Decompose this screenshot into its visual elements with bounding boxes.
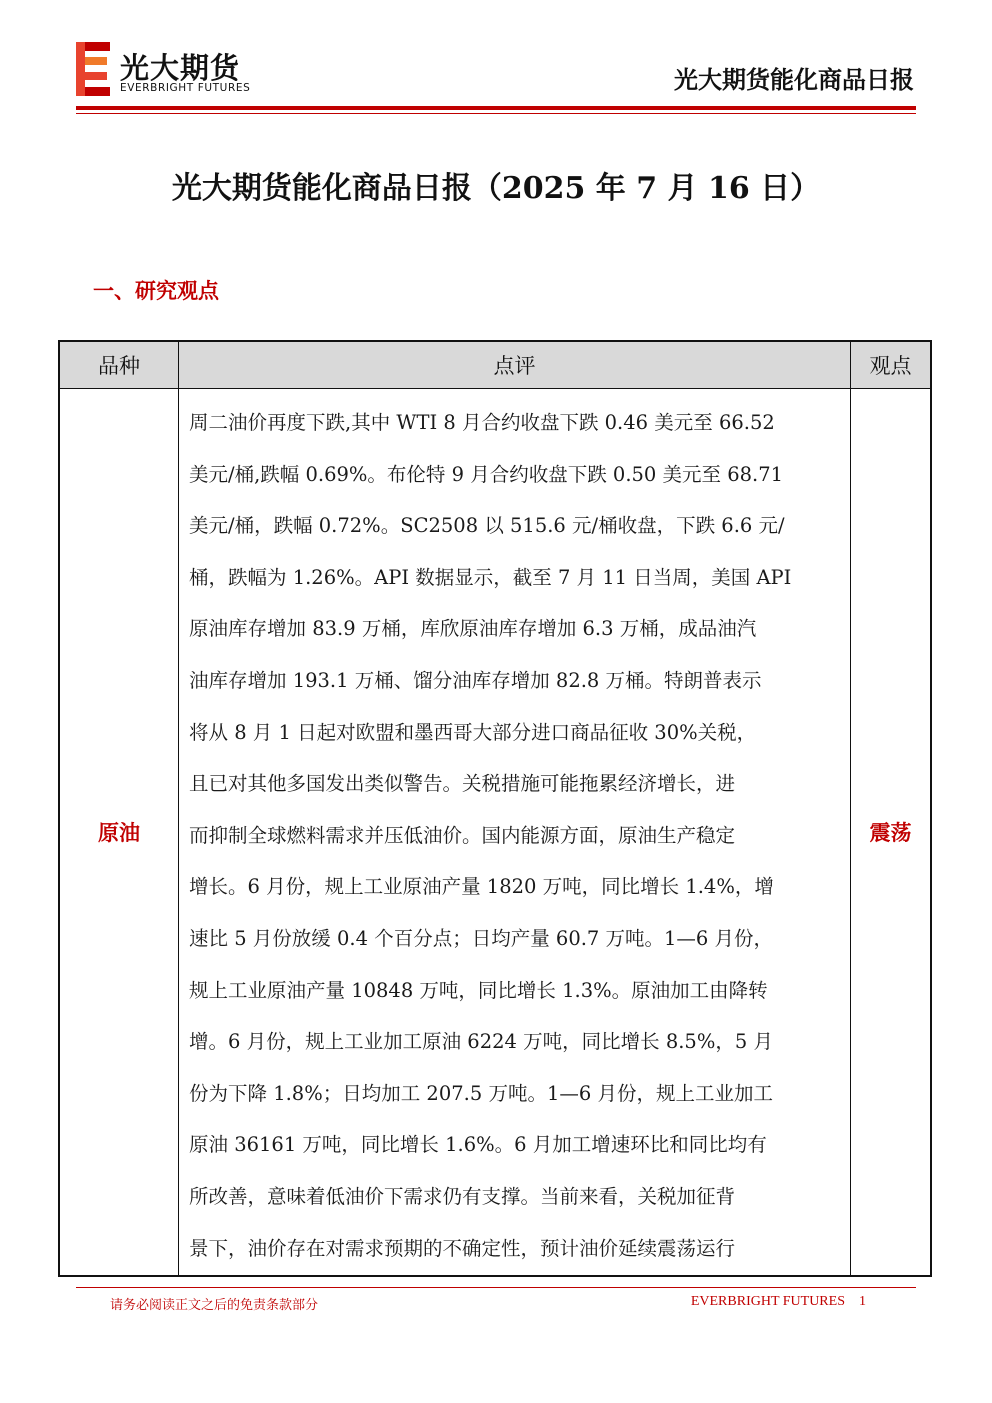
comment-line: 增。6 月份，规上工业加工原油 6224 万吨，同比增长 8.5%，5 月 xyxy=(189,1030,773,1054)
footer-disclaimer: 请务必阅读正文之后的免责条款部分 xyxy=(110,1298,319,1313)
comment-line: 美元/桶，跌幅 0.72%。SC2508 以 515.6 元/桶收盘，下跌 6.6 元/ xyxy=(189,514,785,538)
comment-line: 规上工业原油产量 10848 万吨，同比增长 1.3%。原油加工由降转 xyxy=(189,978,768,1002)
comment-line: 原油库存增加 83.9 万桶，库欣原油库存增加 6.3 万桶，成品油汽 xyxy=(189,617,757,641)
variety-label: 原油 xyxy=(98,820,140,845)
comment-cell xyxy=(178,389,851,1275)
research-table xyxy=(58,340,932,1277)
variety-cell xyxy=(60,389,178,1275)
comment-line: 份为下降 1.8%；日均加工 207.5 万吨。1—6 月份，规上工业加工 xyxy=(189,1081,773,1105)
footer-divider xyxy=(76,1287,916,1288)
comment-line: 原油 36161 万吨，同比增长 1.6%。6 月加工增速环比和同比均有 xyxy=(189,1133,767,1157)
logo-text-cn: 光大期货 xyxy=(120,51,241,85)
view-label: 震荡 xyxy=(869,820,912,845)
comment-line: 速比 5 月份放缓 0.4 个百分点；日均产量 60.7 万吨。1—6 月份， xyxy=(189,926,774,950)
report-name: 光大期货能化商品日报 xyxy=(674,65,914,94)
everbright-logo-icon xyxy=(76,42,110,96)
comment-line: 桶，跌幅为 1.26%。API 数据显示，截至 7 月 11 日当周，美国 API xyxy=(189,565,792,589)
comment-line: 增长。6 月份，规上工业原油产量 1820 万吨，同比增长 1.4%，增 xyxy=(189,875,774,899)
comment-line: 美元/桶,跌幅 0.69%。布伦特 9 月合约收盘下跌 0.50 美元至 68.71 xyxy=(189,462,784,486)
comment-line: 油库存增加 193.1 万桶、馏分油库存增加 82.8 万桶。特朗普表示 xyxy=(189,668,762,692)
page-number: 1 xyxy=(859,1294,866,1309)
header-divider-thin xyxy=(76,113,916,114)
logo-text-en: EVERBRIGHT FUTURES xyxy=(120,82,251,94)
section-heading: 一、研究观点 xyxy=(93,278,219,303)
comment-line: 周二油价再度下跌,其中 WTI 8 月合约收盘下跌 0.46 美元至 66.52 xyxy=(189,411,775,434)
header-divider xyxy=(76,106,916,110)
comment-line: 而抑制全球燃料需求并压低油价。国内能源方面，原油生产稳定 xyxy=(189,823,736,847)
footer-brand-text: EVERBRIGHT FUTURES xyxy=(690,1294,845,1309)
table-header-comment: 点评 xyxy=(178,342,851,389)
comment-line: 景下，油价存在对需求预期的不确定性，预计油价延续震荡运行 xyxy=(189,1236,736,1260)
table-header-view: 观点 xyxy=(851,342,930,389)
view-cell xyxy=(851,389,930,1275)
footer-brand xyxy=(691,1294,866,1310)
table-header-variety: 品种 xyxy=(60,342,178,389)
document-title: 光大期货能化商品日报（2025 年 7 月 16 日） xyxy=(171,171,821,206)
comment-line: 将从 8 月 1 日起对欧盟和墨西哥大部分进口商品征收 30%关税， xyxy=(189,720,757,744)
comment-line: 所改善，意味着低油价下需求仍有支撑。当前来看，关税加征背 xyxy=(189,1184,736,1208)
company-logo xyxy=(76,42,286,98)
comment-line: 且已对其他多国发出类似警告。关税措施可能拖累经济增长，进 xyxy=(189,772,736,796)
comment-text xyxy=(189,397,841,1274)
